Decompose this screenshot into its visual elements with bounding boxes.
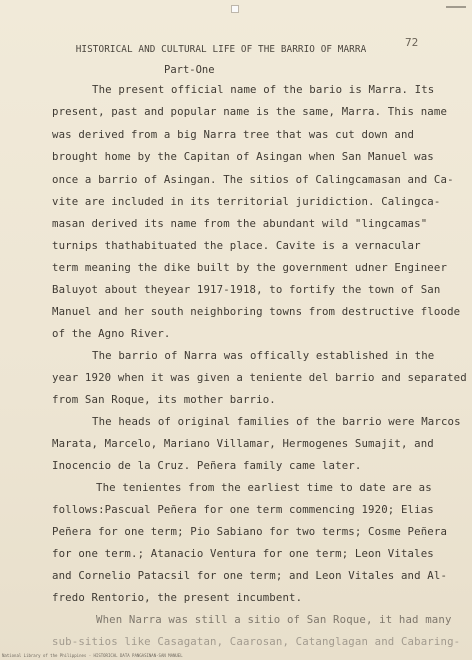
text-line: The tenientes from the earliest time to date are as (96, 481, 432, 494)
text-line: was derived from a big Narra tree that was cut down and (52, 128, 415, 141)
text-line: from San Roque, its mother barrio. (52, 393, 276, 406)
document-title: HISTORICAL AND CULTURAL LIFE OF THE BARRIO OF MARRA (75, 44, 367, 55)
text-line: Peñera for one term; Pio Sabiano for two terms; Cosme Peñera (52, 525, 448, 538)
text-line: brought home by the Capitan of Asingan when San Manuel was (52, 150, 434, 163)
text-line: turnips thathabituated the place. Cavite is a vernacular (52, 239, 421, 252)
text-line: and Cornelio Patacsil for one term; and Leon Vitales and Al- (52, 569, 448, 582)
text-line: once a barrio of Asingan. The sitios of Calingcamasan and Ca- (52, 173, 454, 186)
text-line: The barrio of Narra was offically established in the (92, 349, 435, 362)
archive-footer: National Library of the Philippines - HISTORICAL DATA PANGASINAN-SAN MANUEL (2, 653, 183, 658)
text-line: The heads of original families of the barrio were Marcos (92, 415, 461, 428)
text-line: Baluyot about theyear 1917-1918, to fortify the town of San (52, 283, 441, 296)
text-line: fredo Rentorio, the present incumbent. (52, 591, 303, 604)
text-line: year 1920 when it was given a teniente del barrio and separated (52, 371, 467, 384)
text-line: follows:Pascual Peñera for one term commencing 1920; Elias (52, 503, 434, 516)
page-number: 72 (405, 36, 419, 49)
text-line: vite are included in its territorial juridiction. Calingca- (52, 195, 441, 208)
text-line: of the Agno River. (52, 327, 171, 340)
text-line: When Narra was still a sitio of San Roque, it had many (96, 613, 452, 626)
text-line: The present official name of the bario is Marra. Its (92, 83, 435, 96)
text-line: present, past and popular name is the same, Marra. This name (52, 105, 448, 118)
text-line: term meaning the dike built by the government udner Engineer (52, 261, 448, 274)
text-line: for one term.; Atanacio Ventura for one term; Leon Vitales (52, 547, 434, 560)
text-line: masan derived its name from the abundant wild "lingcamas" (52, 217, 428, 230)
text-line: Inocencio de la Cruz. Peñera family came later. (52, 459, 362, 472)
text-line: Manuel and her south neighboring towns from destructive floode (52, 305, 461, 318)
text-line: Marata, Marcelo, Mariano Villamar, Hermogenes Sumajit, and (52, 437, 434, 450)
document-subtitle: Part-One (164, 64, 215, 76)
text-line: sub-sitios like Casagatan, Caarosan, Catanglagan and Cabaring- (52, 635, 461, 648)
